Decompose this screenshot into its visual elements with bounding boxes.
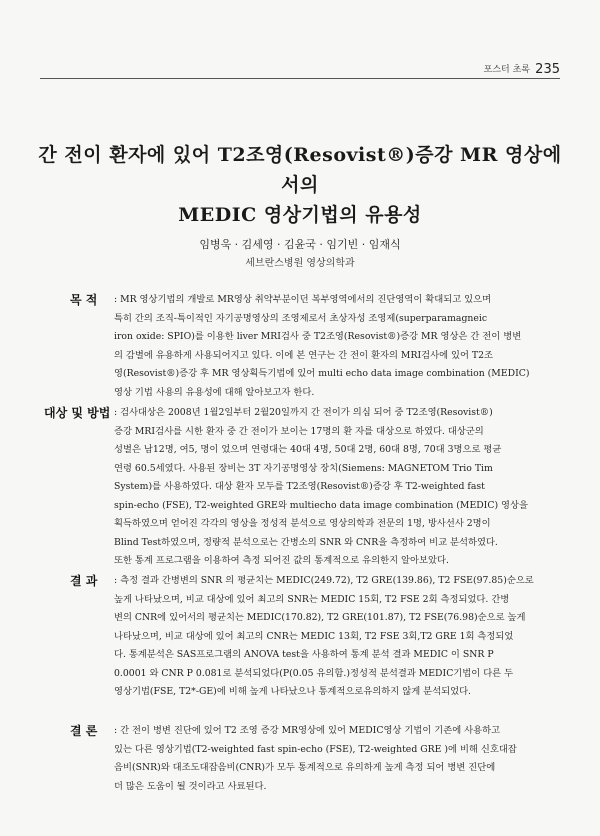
text-line: Blind Test하였으며, 정량적 분석으로는 간병소의 SNR 와 CNR을 측정하여 비교 분석하였다. bbox=[114, 536, 498, 548]
text-line: 높게 나타났으며, 비교 대상에 있어 최고의 SNR는 MEDIC 15회, T2 FSE 2회 측정되었다. 간병 bbox=[114, 593, 510, 605]
text-line: : MR 영상기법의 개발로 MR영상 취약부분이던 복부영역에서의 진단영역이 확대되고 있으며 bbox=[114, 294, 492, 305]
section-purpose bbox=[72, 291, 558, 402]
text-line: 영상 기법 사용의 유용성에 대해 알아보고자 한다. bbox=[114, 386, 315, 398]
section-label: 결 과 bbox=[70, 574, 98, 588]
text-line: 나타났으며, 비교 대상에 있어 최고의 CNR는 MEDIC 13회, T2 FSE 3회,T2 GRE 1회 측정되었 bbox=[114, 630, 514, 642]
section-body bbox=[114, 572, 558, 702]
section-body bbox=[114, 291, 558, 402]
text-line: 영상기법(FSE, T2*-GE)에 비해 높게 나타났으나 통계적으로유의하지 않게 분석되었다. bbox=[114, 686, 472, 697]
author-list: 임병욱 · 김세영 · 김윤국 · 임기빈 · 임재식 bbox=[199, 238, 401, 251]
text-line: spin-echo (FSE), T2-weighted GRE와 multiecho data image combination (MEDIC) 영상을 bbox=[114, 499, 528, 511]
header-label: 포스터 초록 bbox=[483, 65, 530, 75]
text-line: 음비(SNR)와 대조도대잡음비(CNR)가 모두 통계적으로 유의하게 높게 측정 되어 병변 진단에 bbox=[114, 762, 496, 773]
running-header bbox=[40, 58, 560, 79]
text-line: 변의 CNR에 있어서의 평균치는 MEDIC(170.82), T2 GRE(101.87), T2 FSE(76.98)순으로 높게 bbox=[114, 612, 526, 623]
section-methods bbox=[44, 404, 558, 571]
section-label: 결 론 bbox=[70, 724, 98, 738]
text-line: 특히 간의 조직-특이적인 자기공명영상의 조영제로서 초상자성 조영제(superparamagneic bbox=[114, 312, 488, 324]
page-number: 235 bbox=[535, 62, 560, 77]
section-label: 대상 및 방법 bbox=[44, 406, 111, 420]
paper-title bbox=[30, 140, 570, 230]
text-line: : 간 전이 병변 진단에 있어 T2 조영 증강 MR영상에 있어 MEDIC영상 기법이 기존에 사용하고 bbox=[114, 725, 501, 736]
section-body bbox=[114, 722, 558, 796]
section-conclusion bbox=[72, 722, 558, 796]
text-line: 또한 통계 프로그램을 이용하여 측정 되어진 값의 통계적으로 유의한지 알아보았다. bbox=[114, 555, 449, 566]
text-line: 있는 다른 영상기법(T2-weighted fast spin-echo (FSE), T2-weighted GRE )에 비해 신호대잡 bbox=[114, 743, 517, 755]
text-line: 증강 MRI검사를 시한 환자 중 간 전이가 보이는 17명의 환 자를 대상으로 하였다. 대상군의 bbox=[114, 425, 484, 437]
text-line: : 측정 결과 간병변의 SNR 의 평균치는 MEDIC(249.72), T2 GRE(139.86), T2 FSE(97.85)순으로 bbox=[114, 575, 534, 586]
affiliation: 세브란스병원 영상의학과 bbox=[245, 258, 355, 269]
text-line: 획득하였으며 얻어진 각각의 영상을 정성적 분석으로 영상의학과 전문의 1명, 방사선사 2명이 bbox=[114, 518, 491, 529]
title-line-1: 간 전이 환자에 있어 T2조영(Resovist®)증강 MR 영상에서의 bbox=[38, 144, 562, 196]
text-line: 성별은 남12명, 여5, 명이 었으며 연령대는 40대 4명, 50대 2명, 60대 8명, 70대 3명으로 평균 bbox=[114, 444, 502, 455]
text-line: 의 감별에 유용하게 사용되어지고 있다. 이에 본 연구는 간 전이 환자의 MRI검사에 있어 T2조 bbox=[114, 349, 494, 361]
text-line: 더 많은 도움이 될 것이라고 사료된다. bbox=[114, 780, 267, 792]
section-label: 목 적 bbox=[70, 293, 98, 307]
text-line: System)를 사용하였다. 대상 환자 모두를 T2조영(Resovist®)증강 후 T2-weighted fast bbox=[114, 481, 485, 492]
text-line: 연령 60.5세였다. 사용된 장비는 3T 자기공명영상 장치(Siemens: MAGNETOM Trio Tim bbox=[114, 462, 493, 474]
title-line-2: MEDIC 영상기법의 유용성 bbox=[178, 204, 422, 226]
text-line: 다. 통계분석은 SAS프로그램의 ANOVA test을 사용하여 통계 분석 결과 MEDIC 이 SNR P bbox=[114, 649, 494, 660]
text-line: : 검사대상은 2008년 1월2일부터 2월20일까지 간 전이가 의심 되어 중 T2조영(Resovist®) bbox=[114, 407, 493, 418]
text-line: 영(Resovist®)증강 후 MR 영상획득기법에 있어 multi echo data image combination (MEDIC) bbox=[114, 368, 530, 379]
text-line: 0.0001 와 CNR P 0.081로 분석되었다(P(0.05 유의함.)정성적 분석결과 MEDIC기법이 다른 두 bbox=[114, 667, 514, 679]
text-line: iron oxide: SPIO)를 이용한 liver MRI검사 중 T2조영(Resovist®)증강 MR 영상은 간 전이 병변 bbox=[114, 331, 522, 342]
section-results bbox=[72, 572, 558, 702]
section-body bbox=[114, 404, 558, 571]
